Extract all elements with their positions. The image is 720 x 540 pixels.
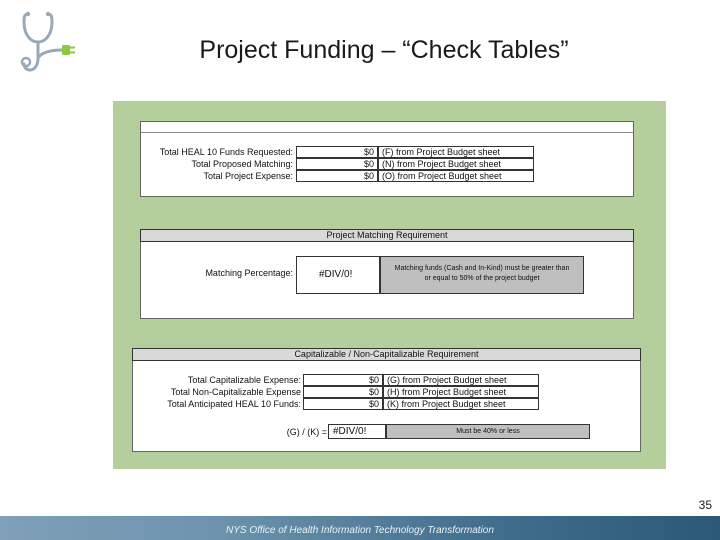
table3-label: Total Capitalizable Expense:	[187, 375, 301, 385]
table3-label: Total Non-Capitalizable Expense	[170, 387, 301, 397]
table3-note: (K) from Project Budget sheet	[383, 398, 539, 410]
matching-percentage-label: Matching Percentage:	[205, 268, 293, 278]
table1-label: Total Project Expense:	[203, 171, 293, 181]
table1-value: $0	[296, 146, 378, 158]
table3-note: (G) from Project Budget sheet	[383, 374, 539, 386]
table1-note: (N) from Project Budget sheet	[378, 158, 534, 170]
table1-note: (F) from Project Budget sheet	[378, 146, 534, 158]
table1-label: Total HEAL 10 Funds Requested:	[159, 147, 293, 157]
table1-value: $0	[296, 158, 378, 170]
matching-percentage-value: #DIV/0!	[296, 256, 380, 294]
slide-title: Project Funding – “Check Tables”	[199, 36, 569, 64]
table1-note: (O) from Project Budget sheet	[378, 170, 534, 182]
capitalizable-requirement-header: Capitalizable / Non-Capitalizable Requirement	[132, 348, 641, 361]
matching-requirement-header: Project Matching Requirement	[140, 229, 634, 242]
table3-label: Total Anticipated HEAL 10 Funds:	[167, 399, 301, 409]
table3-value: $0	[303, 398, 383, 410]
page-number: 35	[698, 498, 712, 512]
table1-label: Total Proposed Matching:	[191, 159, 293, 169]
table3-value: $0	[303, 386, 383, 398]
footer-text: NYS Office of Health Information Technology Transformation	[226, 525, 494, 536]
ratio-label: (G) / (K) =	[286, 427, 327, 437]
check-tables-panel	[113, 101, 666, 469]
matching-requirement-note	[380, 256, 584, 294]
table1-value: $0	[296, 170, 378, 182]
ratio-value: #DIV/0!	[328, 424, 386, 439]
note-line: or equal to 50% of the project budget	[424, 275, 540, 282]
table3-note: (H) from Project Budget sheet	[383, 386, 539, 398]
note-line: Matching funds (Cash and In-Kind) must be greater than	[394, 265, 570, 272]
table-top-strip	[141, 122, 633, 133]
ratio-note: Must be 40% or less	[386, 424, 590, 439]
table3-value: $0	[303, 374, 383, 386]
